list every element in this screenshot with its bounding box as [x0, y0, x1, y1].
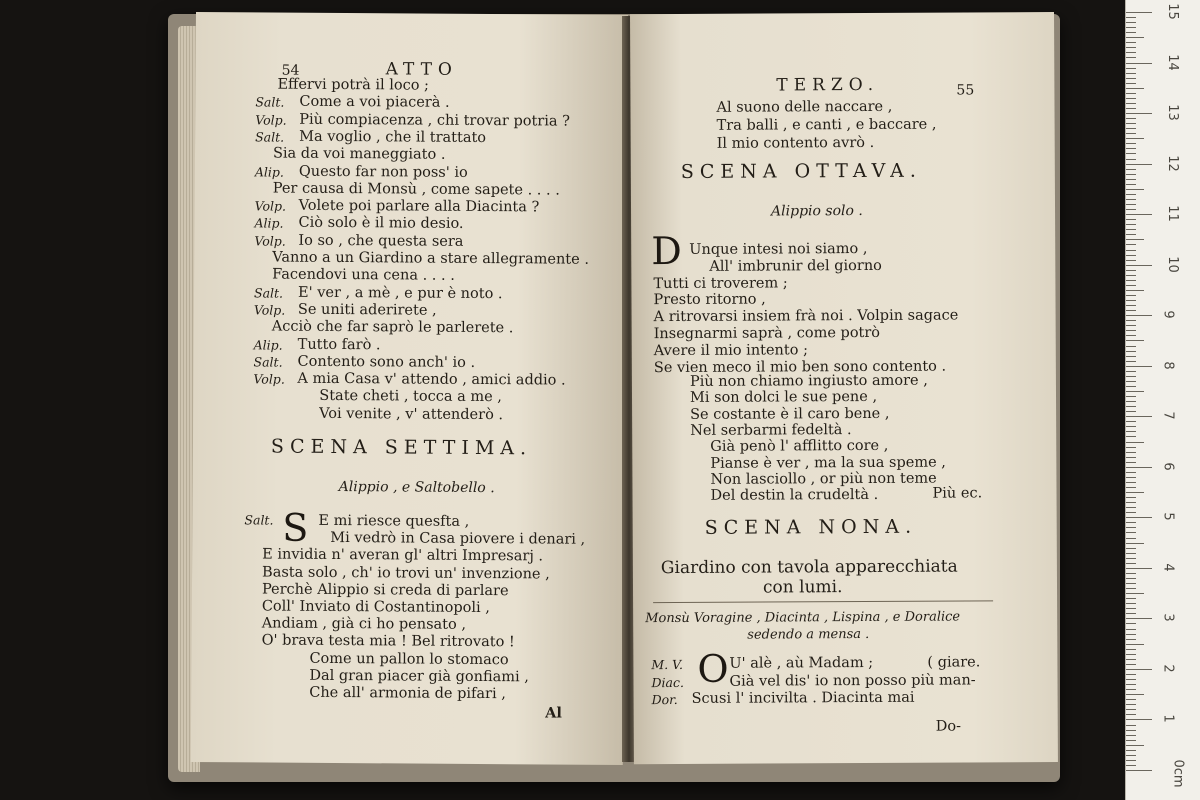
- ruler-tick: [1126, 148, 1136, 149]
- ruler-tick: [1126, 275, 1136, 276]
- ruler-number: 1: [1160, 714, 1176, 724]
- speaker-label: Diac.: [651, 674, 684, 690]
- ruler-tick: [1126, 300, 1136, 301]
- speaker-label: Salt.: [255, 129, 285, 145]
- aria-line: Più non chiamo ingiusto amore ,: [689, 372, 928, 390]
- ruler-tick: [1126, 295, 1136, 296]
- ruler-tick: [1126, 239, 1144, 240]
- verse-line: Dal gran piacer già gonfiami ,: [309, 667, 529, 686]
- ruler-tick: [1126, 669, 1152, 670]
- ruler-number: 13: [1164, 104, 1180, 121]
- verse-line: Coll' Inviato di Costantinopoli ,: [261, 598, 490, 617]
- opening-line: Tra balli , e canti , e baccare ,: [716, 116, 937, 134]
- ruler-tick: [1126, 199, 1136, 200]
- ruler-tick: [1126, 179, 1136, 180]
- ruler-tick: [1126, 37, 1144, 38]
- aria-line: Se costante è il caro bene ,: [690, 405, 890, 423]
- ruler-tick: [1126, 234, 1136, 235]
- ruler-tick: [1126, 472, 1136, 473]
- aria-line: Mi son dolci le sue pene ,: [689, 389, 878, 407]
- ruler-tick: [1126, 543, 1144, 544]
- ruler-tick: [1126, 431, 1136, 432]
- ruler-tick: [1126, 608, 1136, 609]
- ruler-tick: [1126, 320, 1136, 321]
- ruler-tick: [1126, 629, 1136, 630]
- scene-cast-settima: Alippio , e Saltobello .: [338, 479, 495, 497]
- ruler-number: 2: [1160, 664, 1176, 673]
- ruler-tick: [1126, 644, 1144, 645]
- dialogue-line: Scusi l' incivilta . Diacinta mai: [691, 689, 915, 707]
- ruler-number: 10: [1164, 255, 1180, 273]
- ruler-tick: [1126, 164, 1152, 165]
- ruler-tick: [1126, 411, 1136, 412]
- ruler-tick: [1126, 93, 1136, 94]
- ruler-tick: [1126, 699, 1136, 700]
- ruler-tick: [1126, 244, 1136, 245]
- ruler-tick: [1126, 492, 1144, 493]
- verse-line: Che all' armonia de pifari ,: [309, 684, 506, 703]
- ruler-tick: [1126, 447, 1136, 448]
- ruler-tick: [1126, 153, 1136, 154]
- left-page-number: 54: [281, 62, 300, 79]
- ruler-tick: [1126, 381, 1136, 382]
- ruler-tick: [1126, 487, 1136, 488]
- ruler-tick: [1126, 22, 1136, 23]
- ruler-tick: [1126, 714, 1136, 715]
- ruler-tick: [1126, 361, 1136, 362]
- ruler-tick: [1126, 128, 1136, 129]
- speaker-label: Salt.: [253, 354, 283, 370]
- left-running-head: ATTO: [385, 59, 458, 80]
- dialogue-line: Voi venite , v' attenderò .: [319, 405, 504, 423]
- ruler-tick: [1126, 568, 1152, 569]
- ruler-tick: [1126, 305, 1136, 306]
- ruler-tick: [1126, 634, 1136, 635]
- ruler-tick: [1126, 760, 1136, 761]
- ruler-tick: [1126, 78, 1136, 79]
- dialogue-line: Vanno a un Giardino a stare allegramente .: [272, 249, 590, 268]
- dropcap-o: O: [697, 646, 729, 691]
- dialogue-line: Io so , che questa sera: [298, 232, 464, 250]
- ruler-tick: [1126, 659, 1136, 660]
- ruler-tick: [1126, 401, 1136, 402]
- ruler-tick: [1126, 664, 1136, 665]
- ruler-tick: [1126, 497, 1136, 498]
- ruler-tick: [1126, 694, 1144, 695]
- verse-line: Come un pallon lo stomaco: [309, 650, 509, 668]
- ruler-tick: [1126, 618, 1152, 619]
- ruler-tick: [1126, 649, 1136, 650]
- ruler-tick: [1126, 613, 1136, 614]
- scene-cast-ottava: Alippio solo .: [770, 203, 863, 220]
- scene-heading-ottava: SCENA OTTAVA.: [680, 159, 922, 183]
- ruler-tick: [1126, 573, 1136, 574]
- ruler-tick: [1126, 588, 1136, 589]
- recitative-line: Presto ritorno ,: [653, 291, 766, 309]
- ruler-tick: [1126, 108, 1136, 109]
- dialogue-line: Tutto farò .: [297, 336, 381, 353]
- ruler-tick: [1126, 103, 1136, 104]
- ruler-tick: [1126, 83, 1136, 84]
- ruler-tick: [1126, 290, 1144, 291]
- measuring-ruler: [1125, 0, 1200, 800]
- ruler-tick: [1126, 52, 1136, 53]
- ruler-tick: [1126, 57, 1136, 58]
- ruler-tick: [1126, 159, 1136, 160]
- ruler-tick: [1126, 502, 1136, 503]
- ruler-tick: [1126, 457, 1136, 458]
- dialogue-line: Già vel dis' io non posso più man-: [729, 671, 976, 690]
- cast-line: Monsù Voragine , Diacinta , Lispina , e Doralice: [645, 609, 961, 627]
- ruler-tick: [1126, 765, 1136, 766]
- dialogue-line: Contento sono anch' io .: [297, 353, 476, 371]
- ruler-unit-label: 0cm: [1170, 759, 1186, 788]
- ruler-tick: [1126, 755, 1136, 756]
- setting-line: con lumi.: [762, 577, 843, 598]
- ruler-tick: [1126, 679, 1136, 680]
- ruler-tick: [1126, 553, 1136, 554]
- ruler-tick: [1126, 719, 1152, 720]
- ruler-tick: [1126, 340, 1144, 341]
- aria-line: Del destin la crudeltà .: [710, 487, 879, 504]
- ruler-tick: [1126, 315, 1152, 316]
- recitative-line: Tutti ci troverem ;: [653, 274, 788, 292]
- ruler-tick: [1126, 169, 1136, 170]
- ruler-tick: [1126, 194, 1136, 195]
- ruler-number: 14: [1164, 53, 1180, 71]
- speaker-label: Salt.: [255, 94, 285, 110]
- ruler-tick: [1126, 517, 1152, 518]
- opening-line: Al suono delle naccare ,: [716, 98, 893, 116]
- ruler-tick: [1126, 123, 1136, 124]
- aria-line: Non lasciollo , or più non teme: [710, 470, 937, 488]
- ruler-tick: [1126, 184, 1136, 185]
- ruler-tick: [1126, 280, 1136, 281]
- ruler-tick: [1126, 310, 1136, 311]
- ruler-tick: [1126, 68, 1136, 69]
- ruler-tick: [1126, 47, 1136, 48]
- ruler-tick: [1126, 603, 1136, 604]
- ruler-tick: [1126, 522, 1136, 523]
- ruler-tick: [1126, 42, 1136, 43]
- recitative-line: Insegnarmi saprà , come potrò: [653, 324, 881, 343]
- ruler-tick: [1126, 532, 1136, 533]
- ruler-tick: [1126, 113, 1152, 114]
- ruler-tick: [1126, 27, 1136, 28]
- ruler-tick: [1126, 725, 1136, 726]
- ruler-tick: [1126, 214, 1152, 215]
- dialogue-line: Per causa di Monsù , come sapete . . . .: [272, 180, 560, 199]
- ruler-tick: [1126, 689, 1136, 690]
- scene-heading-nona: SCENA NONA.: [704, 515, 918, 539]
- verse-line: Basta solo , ch' io trovi un' invenzione ,: [262, 564, 550, 583]
- ruler-tick: [1126, 558, 1136, 559]
- ruler-tick: [1126, 654, 1136, 655]
- ruler-number: 9: [1160, 310, 1176, 319]
- ruler-tick: [1126, 709, 1136, 710]
- dialogue-line: Effervi potrà il loco ;: [277, 76, 430, 94]
- dialogue-line: Acciò che far saprò le parlerete .: [271, 318, 514, 337]
- ruler-tick: [1126, 770, 1152, 771]
- ruler-number: 6: [1160, 462, 1176, 471]
- ruler-tick: [1126, 421, 1136, 422]
- ruler-tick: [1126, 406, 1136, 407]
- ruler-tick: [1126, 133, 1136, 134]
- ruler-tick: [1126, 255, 1136, 256]
- cast-line: sedendo a mensa .: [747, 626, 870, 643]
- ruler-tick: [1126, 512, 1136, 513]
- ruler-tick: [1126, 623, 1136, 624]
- dialogue-line: Questo far non poss' io: [298, 163, 468, 181]
- dialogue-line: U' alè , aù Madam ;: [729, 654, 874, 672]
- ruler-tick: [1126, 138, 1144, 139]
- ruler-tick: [1126, 452, 1136, 453]
- scene-heading-settima: SCENA SETTIMA.: [270, 435, 533, 460]
- verse-line: E invidia n' averan gl' altri Impresarj .: [262, 546, 544, 565]
- dialogue-line: Ciò solo è il mio desio.: [298, 215, 464, 233]
- ruler-tick: [1126, 416, 1152, 417]
- ruler-tick: [1126, 578, 1136, 579]
- ruler-tick: [1126, 351, 1136, 352]
- ruler-tick: [1126, 593, 1144, 594]
- dialogue-line: E' ver , a mè , e pur è noto .: [297, 284, 503, 302]
- ruler-tick: [1126, 285, 1136, 286]
- ruler-tick: [1126, 260, 1136, 261]
- ruler-tick: [1126, 730, 1136, 731]
- ruler-number: 4: [1160, 563, 1176, 572]
- ruler-number: 11: [1164, 205, 1180, 222]
- speaker-label: Alip.: [253, 336, 283, 353]
- ruler-number: 3: [1160, 613, 1176, 623]
- speaker-label: Dor.: [651, 691, 678, 708]
- dialogue-line: Più compiacenza , chi trovar potria ?: [299, 111, 570, 130]
- ruler-tick: [1126, 209, 1136, 210]
- speaker-label: M. V.: [651, 656, 684, 673]
- ruler-number: 12: [1164, 154, 1180, 172]
- ruler-tick: [1126, 229, 1136, 230]
- ruler-number: 15: [1164, 3, 1180, 20]
- ruler-tick: [1126, 467, 1152, 468]
- dialogue-line: Sia da voi maneggiato .: [272, 145, 446, 163]
- ruler-tick: [1126, 684, 1136, 685]
- speaker-label: Volp.: [253, 371, 285, 387]
- ruler-tick: [1126, 366, 1152, 367]
- ruler-tick: [1126, 32, 1136, 33]
- ruler-tick: [1126, 507, 1136, 508]
- recitative-line: Unque intesi noi siamo ,: [689, 240, 868, 258]
- ruler-tick: [1126, 750, 1136, 751]
- ruler-tick: [1126, 224, 1136, 225]
- ruler-tick: [1126, 174, 1136, 175]
- speaker-label: Volp.: [254, 198, 287, 214]
- ruler-tick: [1126, 639, 1136, 640]
- right-page-number: 55: [956, 82, 975, 99]
- ruler-tick: [1126, 346, 1136, 347]
- speaker-label: Volp.: [253, 302, 286, 318]
- ruler-tick: [1126, 250, 1136, 251]
- ruler-tick: [1126, 391, 1144, 392]
- ruler-tick: [1126, 88, 1144, 89]
- right-catchword: Do-: [935, 718, 962, 735]
- recitative-line: A ritrovarsi insiem frà noi . Volpin sagace: [653, 307, 959, 326]
- speaker-label: Alip.: [254, 215, 284, 232]
- ruler-tick: [1126, 63, 1152, 64]
- dialogue-line: Come a voi piacerà .: [299, 94, 450, 112]
- ruler-tick: [1126, 204, 1136, 205]
- ruler-tick: [1126, 548, 1136, 549]
- ruler-tick: [1126, 143, 1136, 144]
- ruler-tick: [1126, 735, 1136, 736]
- ruler-tick: [1126, 98, 1136, 99]
- ruler-tick: [1126, 527, 1136, 528]
- ruler-tick: [1126, 376, 1136, 377]
- ruler-tick: [1126, 477, 1136, 478]
- left-page: [191, 12, 628, 765]
- ruler-tick: [1126, 482, 1136, 483]
- ruler-tick: [1126, 704, 1136, 705]
- ruler-tick: [1126, 538, 1136, 539]
- ruler-tick: [1126, 426, 1136, 427]
- right-page: [630, 12, 1058, 764]
- ruler-tick: [1126, 745, 1144, 746]
- ruler-tick: [1126, 462, 1136, 463]
- ruler-tick: [1126, 563, 1136, 564]
- dialogue-line: Se uniti aderirete ,: [297, 301, 437, 319]
- speaker-label: Volp.: [255, 112, 287, 128]
- left-catchword: Al: [545, 704, 562, 722]
- ruler-tick: [1126, 371, 1136, 372]
- right-running-head: TERZO.: [776, 74, 880, 96]
- ruler-number: 7: [1160, 411, 1176, 420]
- aria-line: Già penò l' afflitto core ,: [710, 438, 889, 455]
- dropcap-s: S: [282, 505, 309, 550]
- ruler-tick: [1126, 118, 1136, 119]
- ruler-tick: [1126, 442, 1144, 443]
- ruler-tick: [1126, 674, 1136, 675]
- ruler-tick: [1126, 12, 1152, 13]
- dialogue-tail: ( giare.: [927, 654, 981, 671]
- dialogue-line: Volete poi parlare alla Diacinta ?: [298, 197, 540, 216]
- ruler-number: 8: [1160, 361, 1176, 370]
- verse-line: Mi vedrò in Casa piovere i denari ,: [330, 530, 586, 548]
- ruler-tick: [1126, 265, 1152, 266]
- ruler-tick: [1126, 386, 1136, 387]
- speaker-label: Volp.: [254, 233, 286, 249]
- dialogue-line: Ma voglio , che il trattato: [299, 128, 487, 146]
- verse-line: Perchè Alippio si creda di parlare: [261, 581, 509, 599]
- aria-line: Nel serbarmi fedeltà .: [690, 421, 852, 439]
- ruler-tick: [1126, 17, 1136, 18]
- ruler-tick: [1126, 356, 1136, 357]
- ruler-tick: [1126, 330, 1136, 331]
- ruler-tick: [1126, 740, 1136, 741]
- ruler-tick: [1126, 73, 1136, 74]
- verse-line: O' brava testa mia ! Bel ritrovato !: [261, 632, 515, 651]
- dropcap-d: D: [651, 228, 682, 274]
- ruler-tick: [1126, 583, 1136, 584]
- divider-rule: [653, 600, 993, 603]
- recitative-line: All' imbrunir del giorno: [709, 257, 882, 275]
- ruler-tick: [1126, 436, 1136, 437]
- dialogue-line: Facendovi una cena . . . .: [272, 266, 455, 285]
- ruler-tick: [1126, 396, 1136, 397]
- speaker-label: Salt.: [253, 285, 284, 301]
- ruler-number: 5: [1160, 512, 1176, 521]
- opening-line: Il mio contento avrò .: [716, 134, 875, 152]
- ruler-tick: [1126, 219, 1136, 220]
- aria-line: Pianse è ver , ma la sua speme ,: [710, 454, 946, 472]
- verse-line: E mi riesce quesfta ,: [318, 512, 470, 530]
- ruler-tick: [1126, 335, 1136, 336]
- ruler-tick: [1126, 270, 1136, 271]
- aria-end: Più ec.: [932, 485, 983, 502]
- recitative-line: Se vien meco il mio ben sono contento .: [653, 358, 947, 376]
- ruler-tick: [1126, 598, 1136, 599]
- dialogue-line: State cheti , tocca a me ,: [319, 388, 502, 406]
- verse-speaker: Salt.: [244, 512, 274, 528]
- setting-line: Giardino con tavola apparecchiata: [660, 556, 958, 579]
- ruler-tick: [1126, 189, 1144, 190]
- verse-line: Andiam , già ci ho pensato ,: [261, 615, 467, 634]
- ruler-tick: [1126, 325, 1136, 326]
- recitative-line: Avere il mio intento ;: [653, 342, 808, 359]
- dialogue-line: A mia Casa v' attendo , amici addio .: [297, 370, 566, 389]
- speaker-label: Alip.: [254, 163, 284, 180]
